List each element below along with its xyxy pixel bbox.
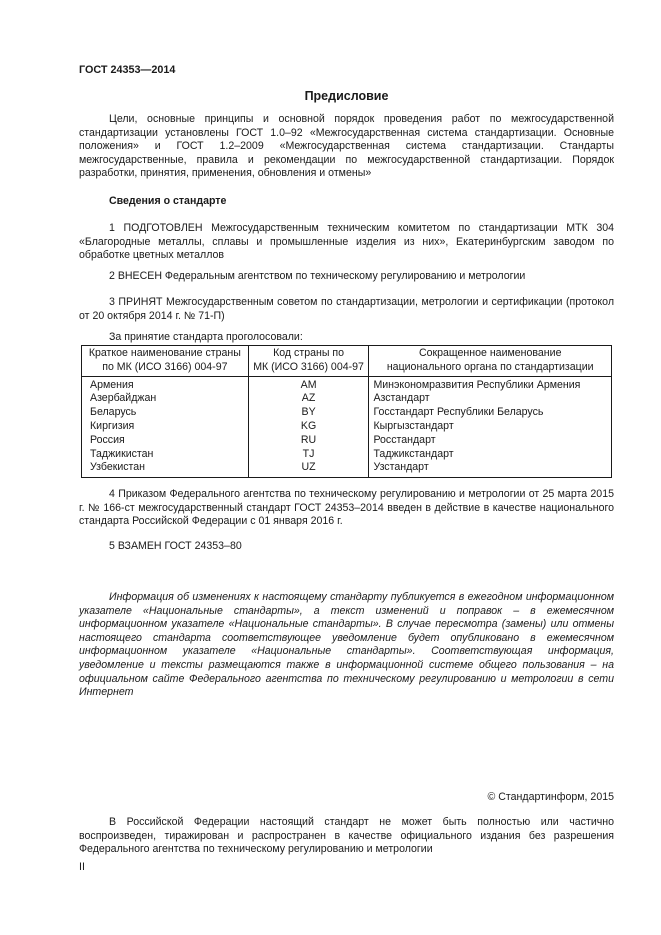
cell-code: AM	[248, 376, 369, 392]
table-row	[82, 448, 612, 462]
cell-country: Россия	[82, 434, 249, 448]
cell-country: Беларусь	[82, 406, 249, 420]
cell-body: Госстандарт Республики Беларусь	[369, 406, 612, 420]
cell-country: Узбекистан	[82, 461, 249, 477]
cell-body: Кыргызстандарт	[369, 420, 612, 434]
cell-country: Таджикистан	[82, 448, 249, 462]
table-row	[82, 406, 612, 420]
document-code: ГОСТ 24353—2014	[79, 64, 176, 76]
item-adopted: 3 ПРИНЯТ Межгосударственным советом по стандартизации, метрологии и сертификации (протокол от 20 октября 2014 г. № 71-П)	[79, 296, 614, 322]
section-subtitle: Сведения о стандарте	[109, 195, 227, 207]
cell-body: Таджикстандарт	[369, 448, 612, 462]
voting-table	[81, 345, 612, 478]
vote-label: За принятие стандарта проголосовали:	[109, 331, 303, 343]
cell-code: KG	[248, 420, 369, 434]
info-notice: Информация об изменениях к настоящему стандарту публикуется в ежегодном информационном указателе «Национальные стандарты», а текст изменений и поправок – в ежемесячном информационном указателе «Национальные стандарты». В случае пересмотра (замены) или отмены настоящего стандарта соответствующее уведомление будет опубликовано в ежемесячном информационном указателе «Национальные стандарты». Соответствующая информация, уведомление и тексты размещаются также в информационной системе общего пользования – на официальном сайте Федерального агентства по техническому регулированию и метрологии в сети Интернет	[79, 591, 614, 699]
header-country: Краткое наименование страны по МК (ИСО 3166) 004-97	[82, 346, 249, 377]
table-header-row	[82, 346, 612, 377]
table-row	[82, 392, 612, 406]
cell-body: Минэкономразвития Республики Армения	[369, 376, 612, 392]
table-row	[82, 376, 612, 392]
item-introduced: 2 ВНЕСЕН Федеральным агентством по техническому регулированию и метрологии	[109, 270, 526, 282]
cell-body: Росстандарт	[369, 434, 612, 448]
cell-code: RU	[248, 434, 369, 448]
page-number: II	[79, 861, 85, 873]
cell-code: BY	[248, 406, 369, 420]
cell-body: Азстандарт	[369, 392, 612, 406]
cell-body: Узстандарт	[369, 461, 612, 477]
table-row	[82, 461, 612, 477]
table-row	[82, 420, 612, 434]
copyright-line: © Стандартинформ, 2015	[487, 791, 614, 803]
item-replaces: 5 ВЗАМЕН ГОСТ 24353–80	[109, 540, 242, 552]
page-title: Предисловие	[304, 89, 389, 103]
cell-country: Азербайджан	[82, 392, 249, 406]
rights-notice: В Российской Федерации настоящий стандарт не может быть полностью или частично воспроизведен, тиражирован и распространен в качестве официального издания без разрешения Федерального агентства по техническому регулированию и метрологии	[79, 816, 614, 856]
item-order: 4 Приказом Федерального агентства по техническому регулированию и метрологии от 25 марта 2015 г. № 166-ст межгосударственный стандарт ГОСТ 24353–2014 введен в действие в качестве национального стандарта Российской Федерации с 01 января 2016 г.	[79, 488, 614, 528]
cell-code: UZ	[248, 461, 369, 477]
cell-country: Киргизия	[82, 420, 249, 434]
intro-paragraph: Цели, основные принципы и основной порядок проведения работ по межгосударственной стандартизации установлены ГОСТ 1.0–92 «Межгосударственная система стандартизации. Основные положения» и ГОСТ 1.2–2009 «Межгосударственная система стандартизации. Стандарты межгосударственные, правила и рекомендации по межгосударственной стандартизации. Порядок разработки, принятия, применения, обновления и отмены»	[79, 113, 614, 180]
header-code: Код страны по МК (ИСО 3166) 004-97	[248, 346, 369, 377]
cell-code: AZ	[248, 392, 369, 406]
table-row	[82, 434, 612, 448]
header-body: Сокращенное наименование национального органа по стандартизации	[369, 346, 612, 377]
cell-code: TJ	[248, 448, 369, 462]
cell-country: Армения	[82, 376, 249, 392]
item-prepared: 1 ПОДГОТОВЛЕН Межгосударственным техническим комитетом по стандартизации МТК 304 «Благородные металлы, сплавы и промышленные изделия из них», Екатеринбургским заводом по обработке цветных металлов	[79, 222, 614, 262]
